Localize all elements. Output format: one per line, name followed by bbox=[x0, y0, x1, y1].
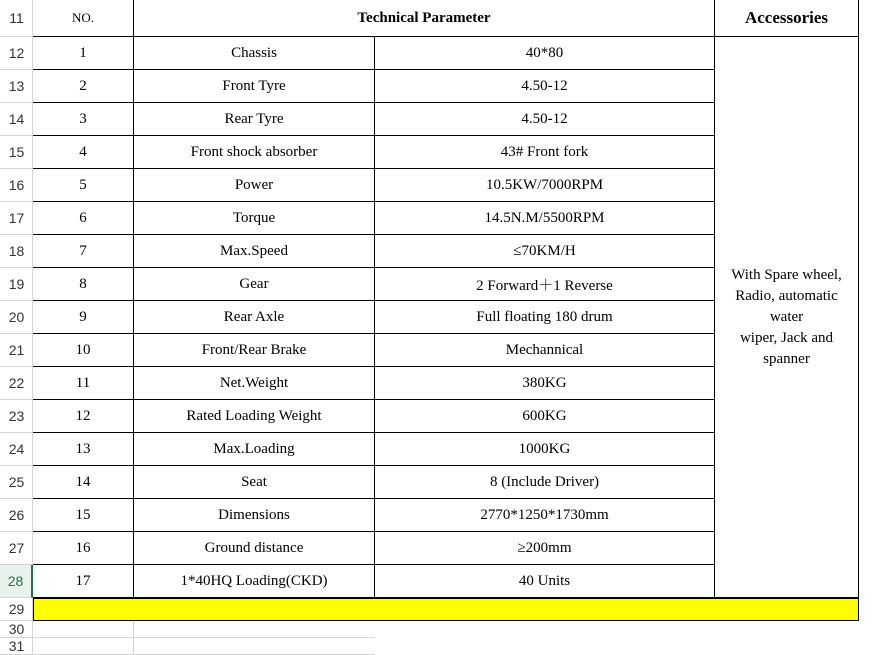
table-row-12-param[interactable]: Rated Loading Weight bbox=[134, 400, 375, 433]
table-right-edge bbox=[858, 0, 859, 621]
table-row-17-param[interactable]: 1*40HQ Loading(CKD) bbox=[134, 565, 375, 598]
row-header-19[interactable]: 19 bbox=[0, 268, 33, 301]
table-row-5-value[interactable]: 10.5KW/7000RPM bbox=[375, 169, 715, 202]
row-header-20[interactable]: 20 bbox=[0, 301, 33, 334]
table-row-2-no[interactable]: 2 bbox=[33, 70, 134, 103]
table-row-4-no[interactable]: 4 bbox=[33, 136, 134, 169]
table-row-11-value[interactable]: 380KG bbox=[375, 367, 715, 400]
header-no[interactable]: NO. bbox=[33, 0, 134, 37]
table-row-8-param[interactable]: Gear bbox=[134, 268, 375, 301]
row-header-30[interactable]: 30 bbox=[0, 621, 33, 638]
table-row-8-value[interactable]: 2 Forward＋1 Reverse bbox=[375, 268, 715, 301]
accessories-line: With Spare wheel, bbox=[731, 266, 842, 283]
table-row-1-param[interactable]: Chassis bbox=[134, 37, 375, 70]
row-header-24[interactable]: 24 bbox=[0, 433, 33, 466]
row-header-21[interactable]: 21 bbox=[0, 334, 33, 367]
table-row-14-no[interactable]: 14 bbox=[33, 466, 134, 499]
table-row-1-no[interactable]: 1 bbox=[33, 37, 134, 70]
row-header-13[interactable]: 13 bbox=[0, 70, 33, 103]
row-header-29[interactable]: 29 bbox=[0, 598, 33, 621]
table-row-10-param[interactable]: Front/Rear Brake bbox=[134, 334, 375, 367]
table-row-17-value[interactable]: 40 Units bbox=[375, 565, 715, 598]
table-row-9-no[interactable]: 9 bbox=[33, 301, 134, 334]
row-header-31[interactable]: 31 bbox=[0, 638, 33, 655]
table-row-8-no[interactable]: 8 bbox=[33, 268, 134, 301]
row-header-14[interactable]: 14 bbox=[0, 103, 33, 136]
row-header-26[interactable]: 26 bbox=[0, 499, 33, 532]
row-header-28[interactable]: 28 bbox=[0, 565, 33, 598]
empty-cell-a[interactable] bbox=[33, 621, 134, 638]
row-header-22[interactable]: 22 bbox=[0, 367, 33, 400]
header-accessories[interactable]: Accessories bbox=[715, 0, 859, 37]
row-header-27[interactable]: 27 bbox=[0, 532, 33, 565]
accessories-line: wiper, Jack and bbox=[739, 329, 834, 346]
table-row-17-no[interactable]: 17 bbox=[33, 565, 134, 598]
table-row-14-param[interactable]: Seat bbox=[134, 466, 375, 499]
table-row-6-param[interactable]: Torque bbox=[134, 202, 375, 235]
table-row-1-value[interactable]: 40*80 bbox=[375, 37, 715, 70]
row-header-23[interactable]: 23 bbox=[0, 400, 33, 433]
table-row-13-param[interactable]: Max.Loading bbox=[134, 433, 375, 466]
row-header-25[interactable]: 25 bbox=[0, 466, 33, 499]
table-row-5-param[interactable]: Power bbox=[134, 169, 375, 202]
table-row-9-value[interactable]: Full floating 180 drum bbox=[375, 301, 715, 334]
empty-cell-b[interactable] bbox=[134, 638, 375, 655]
table-row-2-param[interactable]: Front Tyre bbox=[134, 70, 375, 103]
row-header-column bbox=[0, 0, 33, 655]
spreadsheet-grid bbox=[33, 0, 882, 655]
table-row-6-value[interactable]: 14.5N.M/5500RPM bbox=[375, 202, 715, 235]
row-header-12[interactable]: 12 bbox=[0, 37, 33, 70]
table-row-7-no[interactable]: 7 bbox=[33, 235, 134, 268]
table-row-9-param[interactable]: Rear Axle bbox=[134, 301, 375, 334]
table-row-16-value[interactable]: ≥200mm bbox=[375, 532, 715, 565]
accessories-line: Radio, automatic water bbox=[735, 287, 838, 325]
table-row-7-value[interactable]: ≤70KM/H bbox=[375, 235, 715, 268]
accessories-line: spanner bbox=[763, 350, 810, 367]
row-header-11[interactable]: 11 bbox=[0, 0, 33, 37]
table-row-10-no[interactable]: 10 bbox=[33, 334, 134, 367]
table-row-15-no[interactable]: 15 bbox=[33, 499, 134, 532]
table-row-4-value[interactable]: 43# Front fork bbox=[375, 136, 715, 169]
table-row-7-param[interactable]: Max.Speed bbox=[134, 235, 375, 268]
table-row-12-value[interactable]: 600KG bbox=[375, 400, 715, 433]
table-row-13-value[interactable]: 1000KG bbox=[375, 433, 715, 466]
table-row-5-no[interactable]: 5 bbox=[33, 169, 134, 202]
row-header-18[interactable]: 18 bbox=[0, 235, 33, 268]
table-row-15-param[interactable]: Dimensions bbox=[134, 499, 375, 532]
table-row-16-no[interactable]: 16 bbox=[33, 532, 134, 565]
table-row-11-param[interactable]: Net.Weight bbox=[134, 367, 375, 400]
empty-cell-a[interactable] bbox=[33, 638, 134, 655]
row-header-15[interactable]: 15 bbox=[0, 136, 33, 169]
highlighted-row[interactable] bbox=[33, 598, 859, 621]
table-row-15-value[interactable]: 2770*1250*1730mm bbox=[375, 499, 715, 532]
table-row-12-no[interactable]: 12 bbox=[33, 400, 134, 433]
table-row-13-no[interactable]: 13 bbox=[33, 433, 134, 466]
table-row-11-no[interactable]: 11 bbox=[33, 367, 134, 400]
table-row-3-param[interactable]: Rear Tyre bbox=[134, 103, 375, 136]
table-row-16-param[interactable]: Ground distance bbox=[134, 532, 375, 565]
table-row-6-no[interactable]: 6 bbox=[33, 202, 134, 235]
row-header-16[interactable]: 16 bbox=[0, 169, 33, 202]
table-row-2-value[interactable]: 4.50-12 bbox=[375, 70, 715, 103]
header-technical-parameter[interactable]: Technical Parameter bbox=[134, 0, 715, 37]
row-header-17[interactable]: 17 bbox=[0, 202, 33, 235]
table-row-4-param[interactable]: Front shock absorber bbox=[134, 136, 375, 169]
table-row-10-value[interactable]: Mechannical bbox=[375, 334, 715, 367]
table-row-3-value[interactable]: 4.50-12 bbox=[375, 103, 715, 136]
accessories-cell[interactable] bbox=[715, 37, 859, 598]
empty-cell-b[interactable] bbox=[134, 621, 375, 638]
table-row-3-no[interactable]: 3 bbox=[33, 103, 134, 136]
table-row-14-value[interactable]: 8 (Include Driver) bbox=[375, 466, 715, 499]
